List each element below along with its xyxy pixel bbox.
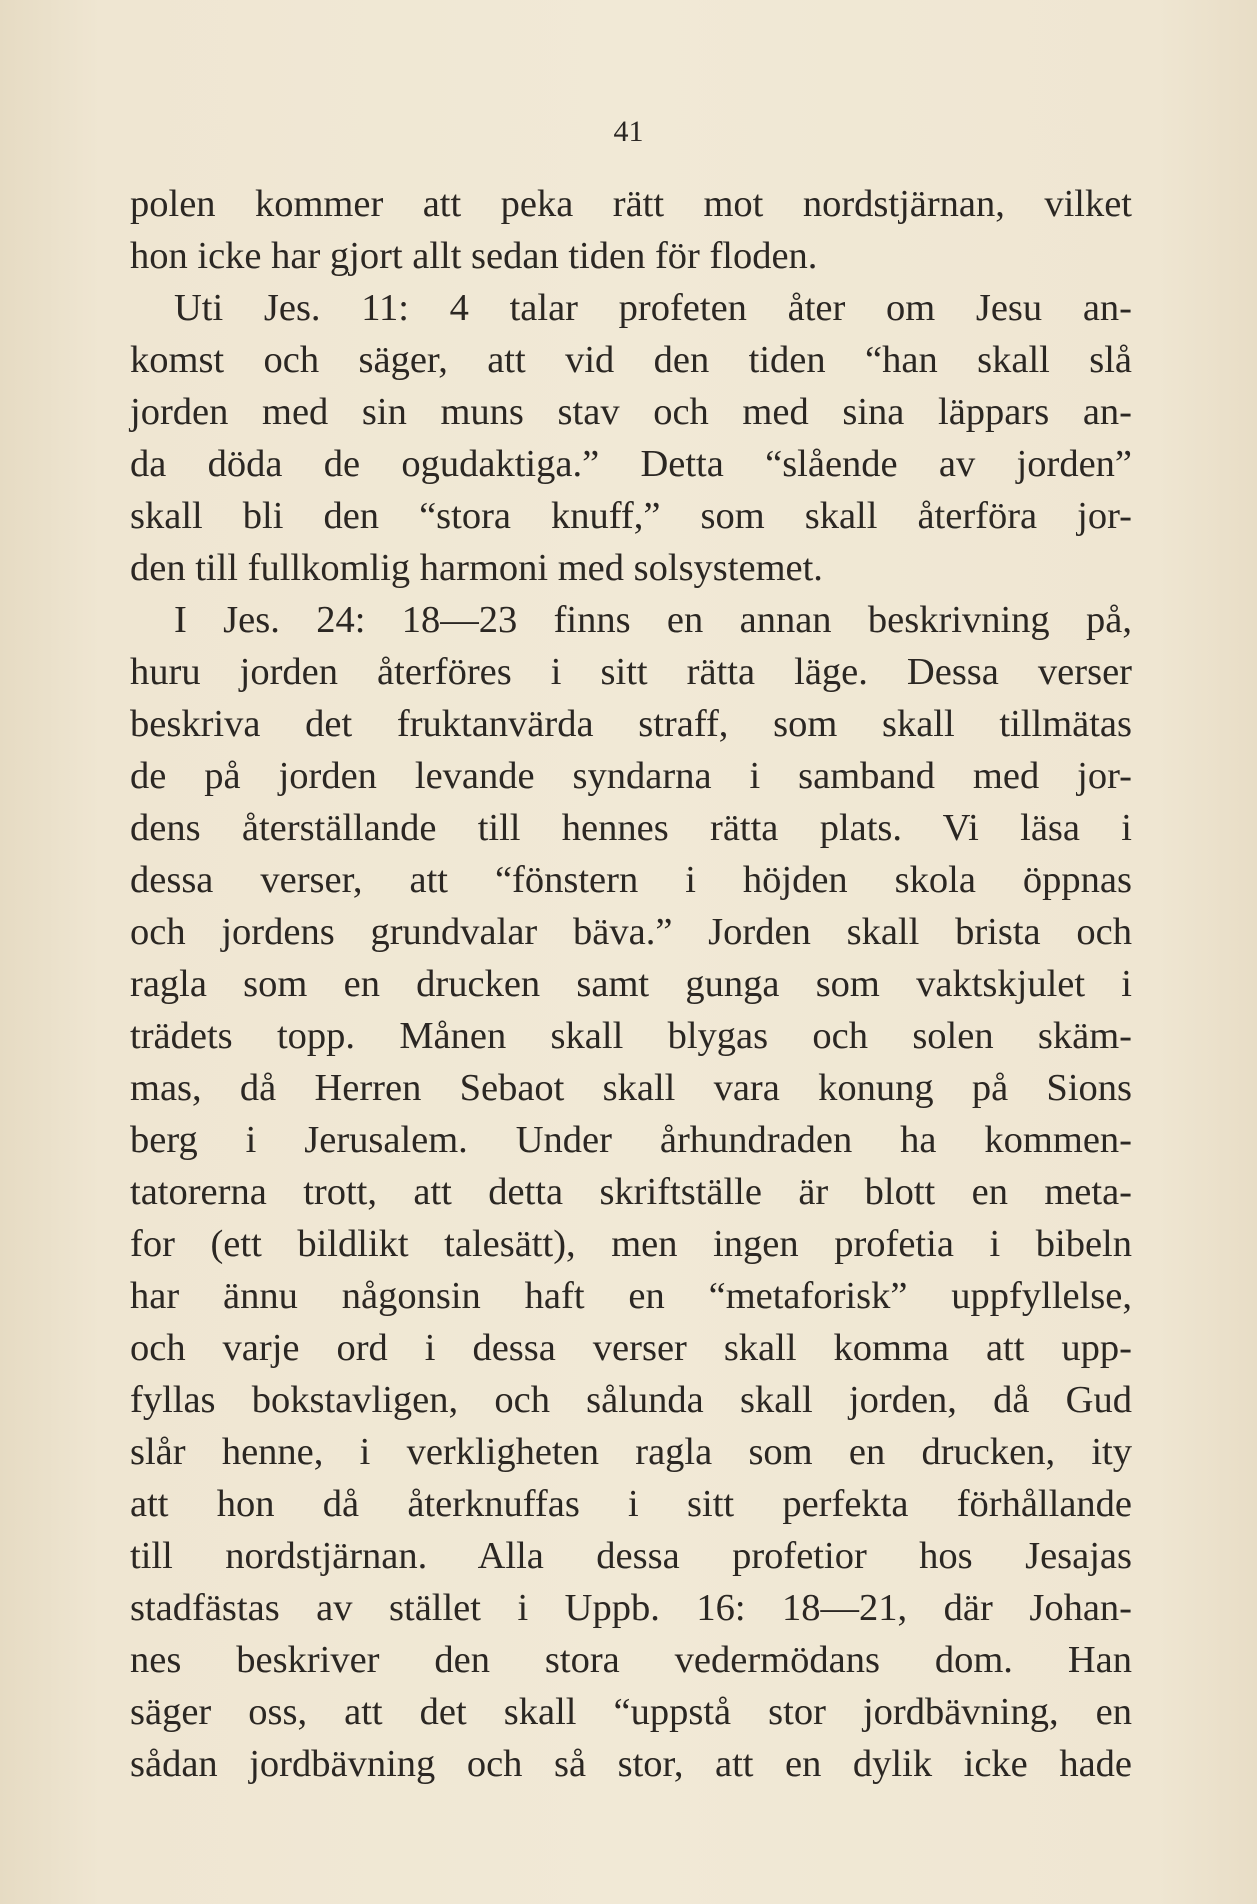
text-line: säger oss, att det skall “uppstå stor jordbävning, en: [130, 1691, 1132, 1733]
text-line: ragla som en drucken samt gunga som vaktskjulet i: [130, 963, 1132, 1005]
text-line: fyllas bokstavligen, och sålunda skall jorden, då Gud: [130, 1379, 1132, 1421]
text-line: hon icke har gjort allt sedan tiden för floden.: [130, 235, 818, 277]
text-line: den till fullkomlig harmoni med solsystemet.: [130, 547, 823, 589]
text-line: stadfästas av stället i Uppb. 16: 18—21, där Johan-: [130, 1587, 1132, 1629]
text-line: dessa verser, att “fönstern i höjden skola öppnas: [130, 859, 1132, 901]
text-line: dens återställande till hennes rätta plats. Vi läsa i: [130, 807, 1132, 849]
text-line: har ännu någonsin haft en “metaforisk” uppfyllelse,: [130, 1275, 1132, 1317]
text-line: och jordens grundvalar bäva.” Jorden skall brista och: [130, 911, 1132, 953]
text-line: huru jorden återföres i sitt rätta läge. Dessa verser: [130, 651, 1132, 693]
text-line: for (ett bildlikt talesätt), men ingen profetia i bibeln: [130, 1223, 1132, 1265]
text-line: trädets topp. Månen skall blygas och solen skäm-: [130, 1015, 1132, 1057]
text-line: sådan jordbävning och så stor, att en dylik icke hade: [130, 1743, 1132, 1785]
text-line: da döda de ogudaktiga.” Detta “slående av jorden”: [130, 443, 1132, 485]
text-line: polen kommer att peka rätt mot nordstjärnan, vilket: [130, 183, 1132, 225]
text-line: komst och säger, att vid den tiden “han skall slå: [130, 339, 1132, 381]
text-line: och varje ord i dessa verser skall komma att upp-: [130, 1327, 1132, 1369]
text-line: I Jes. 24: 18—23 finns en annan beskrivning på,: [174, 599, 1132, 641]
text-line: skall bli den “stora knuff,” som skall återföra jor-: [130, 495, 1132, 537]
text-line: att hon då återknuffas i sitt perfekta förhållande: [130, 1483, 1132, 1525]
text-line: beskriva det fruktanvärda straff, som skall tillmätas: [130, 703, 1132, 745]
text-line: nes beskriver den stora vedermödans dom. Han: [130, 1639, 1132, 1681]
body-text: [130, 178, 1132, 1790]
text-line: mas, då Herren Sebaot skall vara konung på Sions: [130, 1067, 1132, 1109]
text-line: tatorerna trott, att detta skriftställe är blott en meta-: [130, 1171, 1132, 1213]
text-line: jorden med sin muns stav och med sina läppars an-: [130, 391, 1132, 433]
text-line: berg i Jerusalem. Under århundraden ha kommen-: [130, 1119, 1132, 1161]
text-line: till nordstjärnan. Alla dessa profetior hos Jesajas: [130, 1535, 1132, 1577]
text-line: Uti Jes. 11: 4 talar profeten åter om Jesu an-: [174, 287, 1132, 329]
text-line: de på jorden levande syndarna i samband med jor-: [130, 755, 1132, 797]
text-line: slår henne, i verkligheten ragla som en drucken, ity: [130, 1431, 1132, 1473]
page-number: 41: [613, 115, 644, 148]
